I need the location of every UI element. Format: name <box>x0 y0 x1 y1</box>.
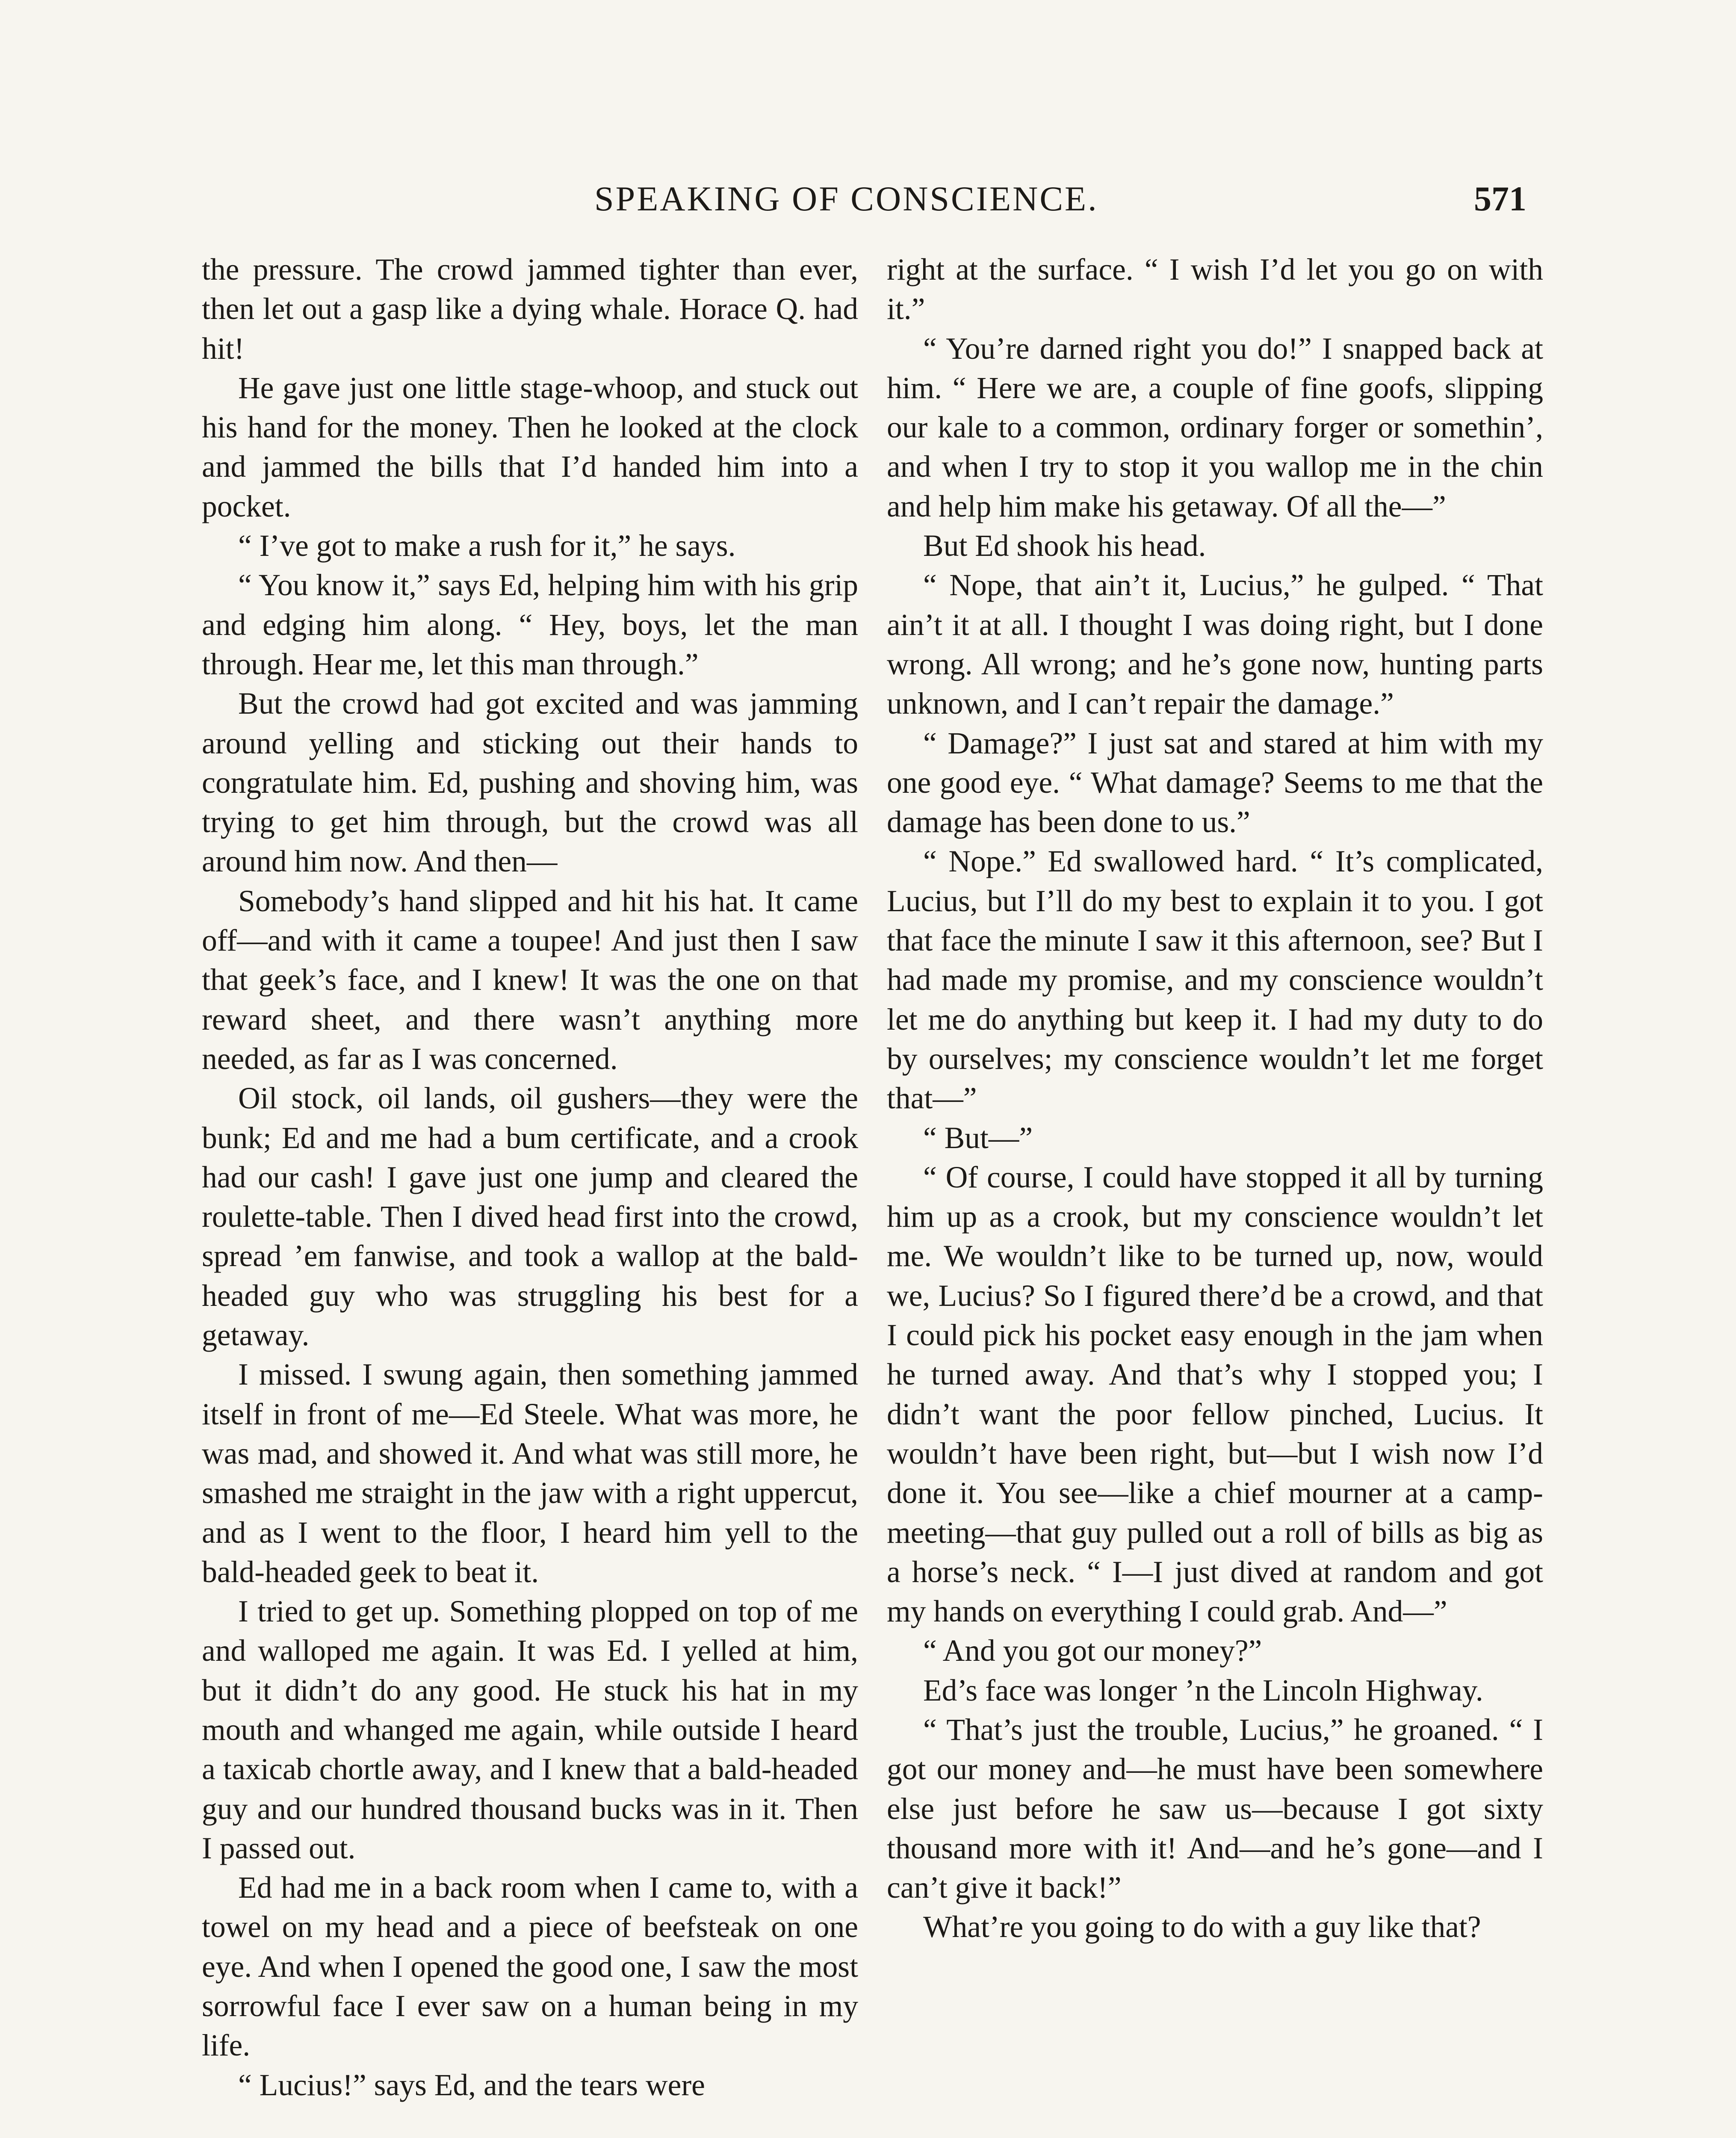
paragraph: Somebody’s hand slipped and hit his hat. It came off—and with it came a toupee! And just then I saw that geek’s face, and I knew! It was the one on that reward sheet, and there wasn’t anything more needed, as far as I was concerned. <box>202 884 858 1076</box>
paragraph: Oil stock, oil lands, oil gushers—they were the bunk; Ed and me had a bum certificate, and a crook had our cash! I gave just one jump and cleared the roulette-table. Then I dived head first into the crowd, spread ’em fanwise, and took a wallop at the bald-headed guy who was struggling his best for a getaway. <box>202 1081 858 1352</box>
paragraph: “ Nope.” Ed swallowed hard. “ It’s complicated, Lucius, but I’ll do my best to explain it to you. I got that face the minute I saw it this afternoon, see? But I had made my promise, and my conscience wouldn’t let me do anything but keep it. I had my duty to do by ourselves; my conscience wouldn’t let me forget that—” <box>887 845 1543 1116</box>
paragraph: “ You know it,” says Ed, helping him with his grip and edging him along. “ Hey, boys, let the man through. Hear me, let this man through.” <box>202 568 858 681</box>
paragraph: “ Lucius!” says Ed, and the tears were <box>238 2068 705 2102</box>
paragraph: Ed’s face was longer ’n the Lincoln Highway. <box>923 1673 1483 1707</box>
paragraph: the pressure. The crowd jammed tighter than ever, then let out a gasp like a dying whale. Horace Q. had hit! <box>202 253 858 366</box>
paragraph: But Ed shook his head. <box>923 529 1206 563</box>
running-head <box>201 173 1526 224</box>
paragraph: “ I’ve got to make a rush for it,” he says. <box>238 529 736 563</box>
paragraph: “ Of course, I could have stopped it all by turning him up as a crook, but my conscience wouldn’t let me. We wouldn’t like to be turned up, now, would we, Lucius? So I figured there’d be a crowd, and that I could pick his pocket easy enough in the jam when he turned away. And that’s why I stopped you; I didn’t want the poor fellow pinched, Lucius. It wouldn’t have been right, but—but I wish now I’d done it. You see—like a chief mourner at a camp-meeting—that guy pulled out a roll of bills as big as a horse’s neck. “ I—I just dived at random and got my hands on everything I could grab. And—” <box>887 1160 1543 1629</box>
page-number: 571 <box>1474 179 1526 218</box>
right-column <box>887 250 1543 1947</box>
paragraph: “ You’re darned right you do!” I snapped back at him. “ Here we are, a couple of fine goofs, slipping our kale to a common, ordinary forger or somethin’, and when I try to stop it you wallop me in the chin and help him make his getaway. Of all the—” <box>887 331 1543 523</box>
paragraph: I missed. I swung again, then something jammed itself in front of me—Ed Steele. What was more, he was mad, and showed it. And what was still more, he smashed me straight in the jaw with a right uppercut, and as I went to the floor, I heard him yell to the bald-headed geek to beat it. <box>202 1358 858 1589</box>
paragraph: “ But—” <box>923 1121 1033 1155</box>
left-column <box>202 250 858 2105</box>
paragraph: “ Damage?” I just sat and stared at him with my one good eye. “ What damage? Seems to me that the damage has been done to us.” <box>887 726 1543 839</box>
paragraph: What’re you going to do with a guy like that? <box>923 1910 1481 1944</box>
paragraph: “ That’s just the trouble, Lucius,” he groaned. “ I got our money and—he must have been somewhere else just before he saw us—because I got sixty thousand more with it! And—and he’s gone—and I can’t give it back!” <box>887 1713 1543 1905</box>
paragraph: “ Nope, that ain’t it, Lucius,” he gulped. “ That ain’t it at all. I thought I was doing right, but I done wrong. All wrong; and he’s gone now, hunting parts unknown, and I can’t repair the damage.” <box>887 568 1543 721</box>
running-title: SPEAKING OF CONSCIENCE. <box>594 179 1098 218</box>
paragraph: right at the surface. “ I wish I’d let you go on with it.” <box>887 253 1543 326</box>
paragraph: “ And you got our money?” <box>923 1634 1262 1668</box>
paragraph: He gave just one little stage-whoop, and stuck out his hand for the money. Then he looked at the clock and jammed the bills that I’d handed him into a pocket. <box>202 371 858 523</box>
paragraph: But the crowd had got excited and was jamming around yelling and sticking out their hands to congratulate him. Ed, pushing and shoving him, was trying to get him through, but the crowd was all around him now. And then— <box>202 687 858 879</box>
paragraph: Ed had me in a back room when I came to, with a towel on my head and a piece of beefsteak on one eye. And when I opened the good one, I saw the most sorrowful face I ever saw on a human being in my life. <box>202 1871 858 2063</box>
paragraph: I tried to get up. Something plopped on top of me and walloped me again. It was Ed. I yelled at him, but it didn’t do any good. He stuck his hat in my mouth and whanged me again, while outside I heard a taxicab chortle away, and I knew that a bald-headed guy and our hundred thousand bucks was in it. Then I passed out. <box>202 1595 858 1865</box>
